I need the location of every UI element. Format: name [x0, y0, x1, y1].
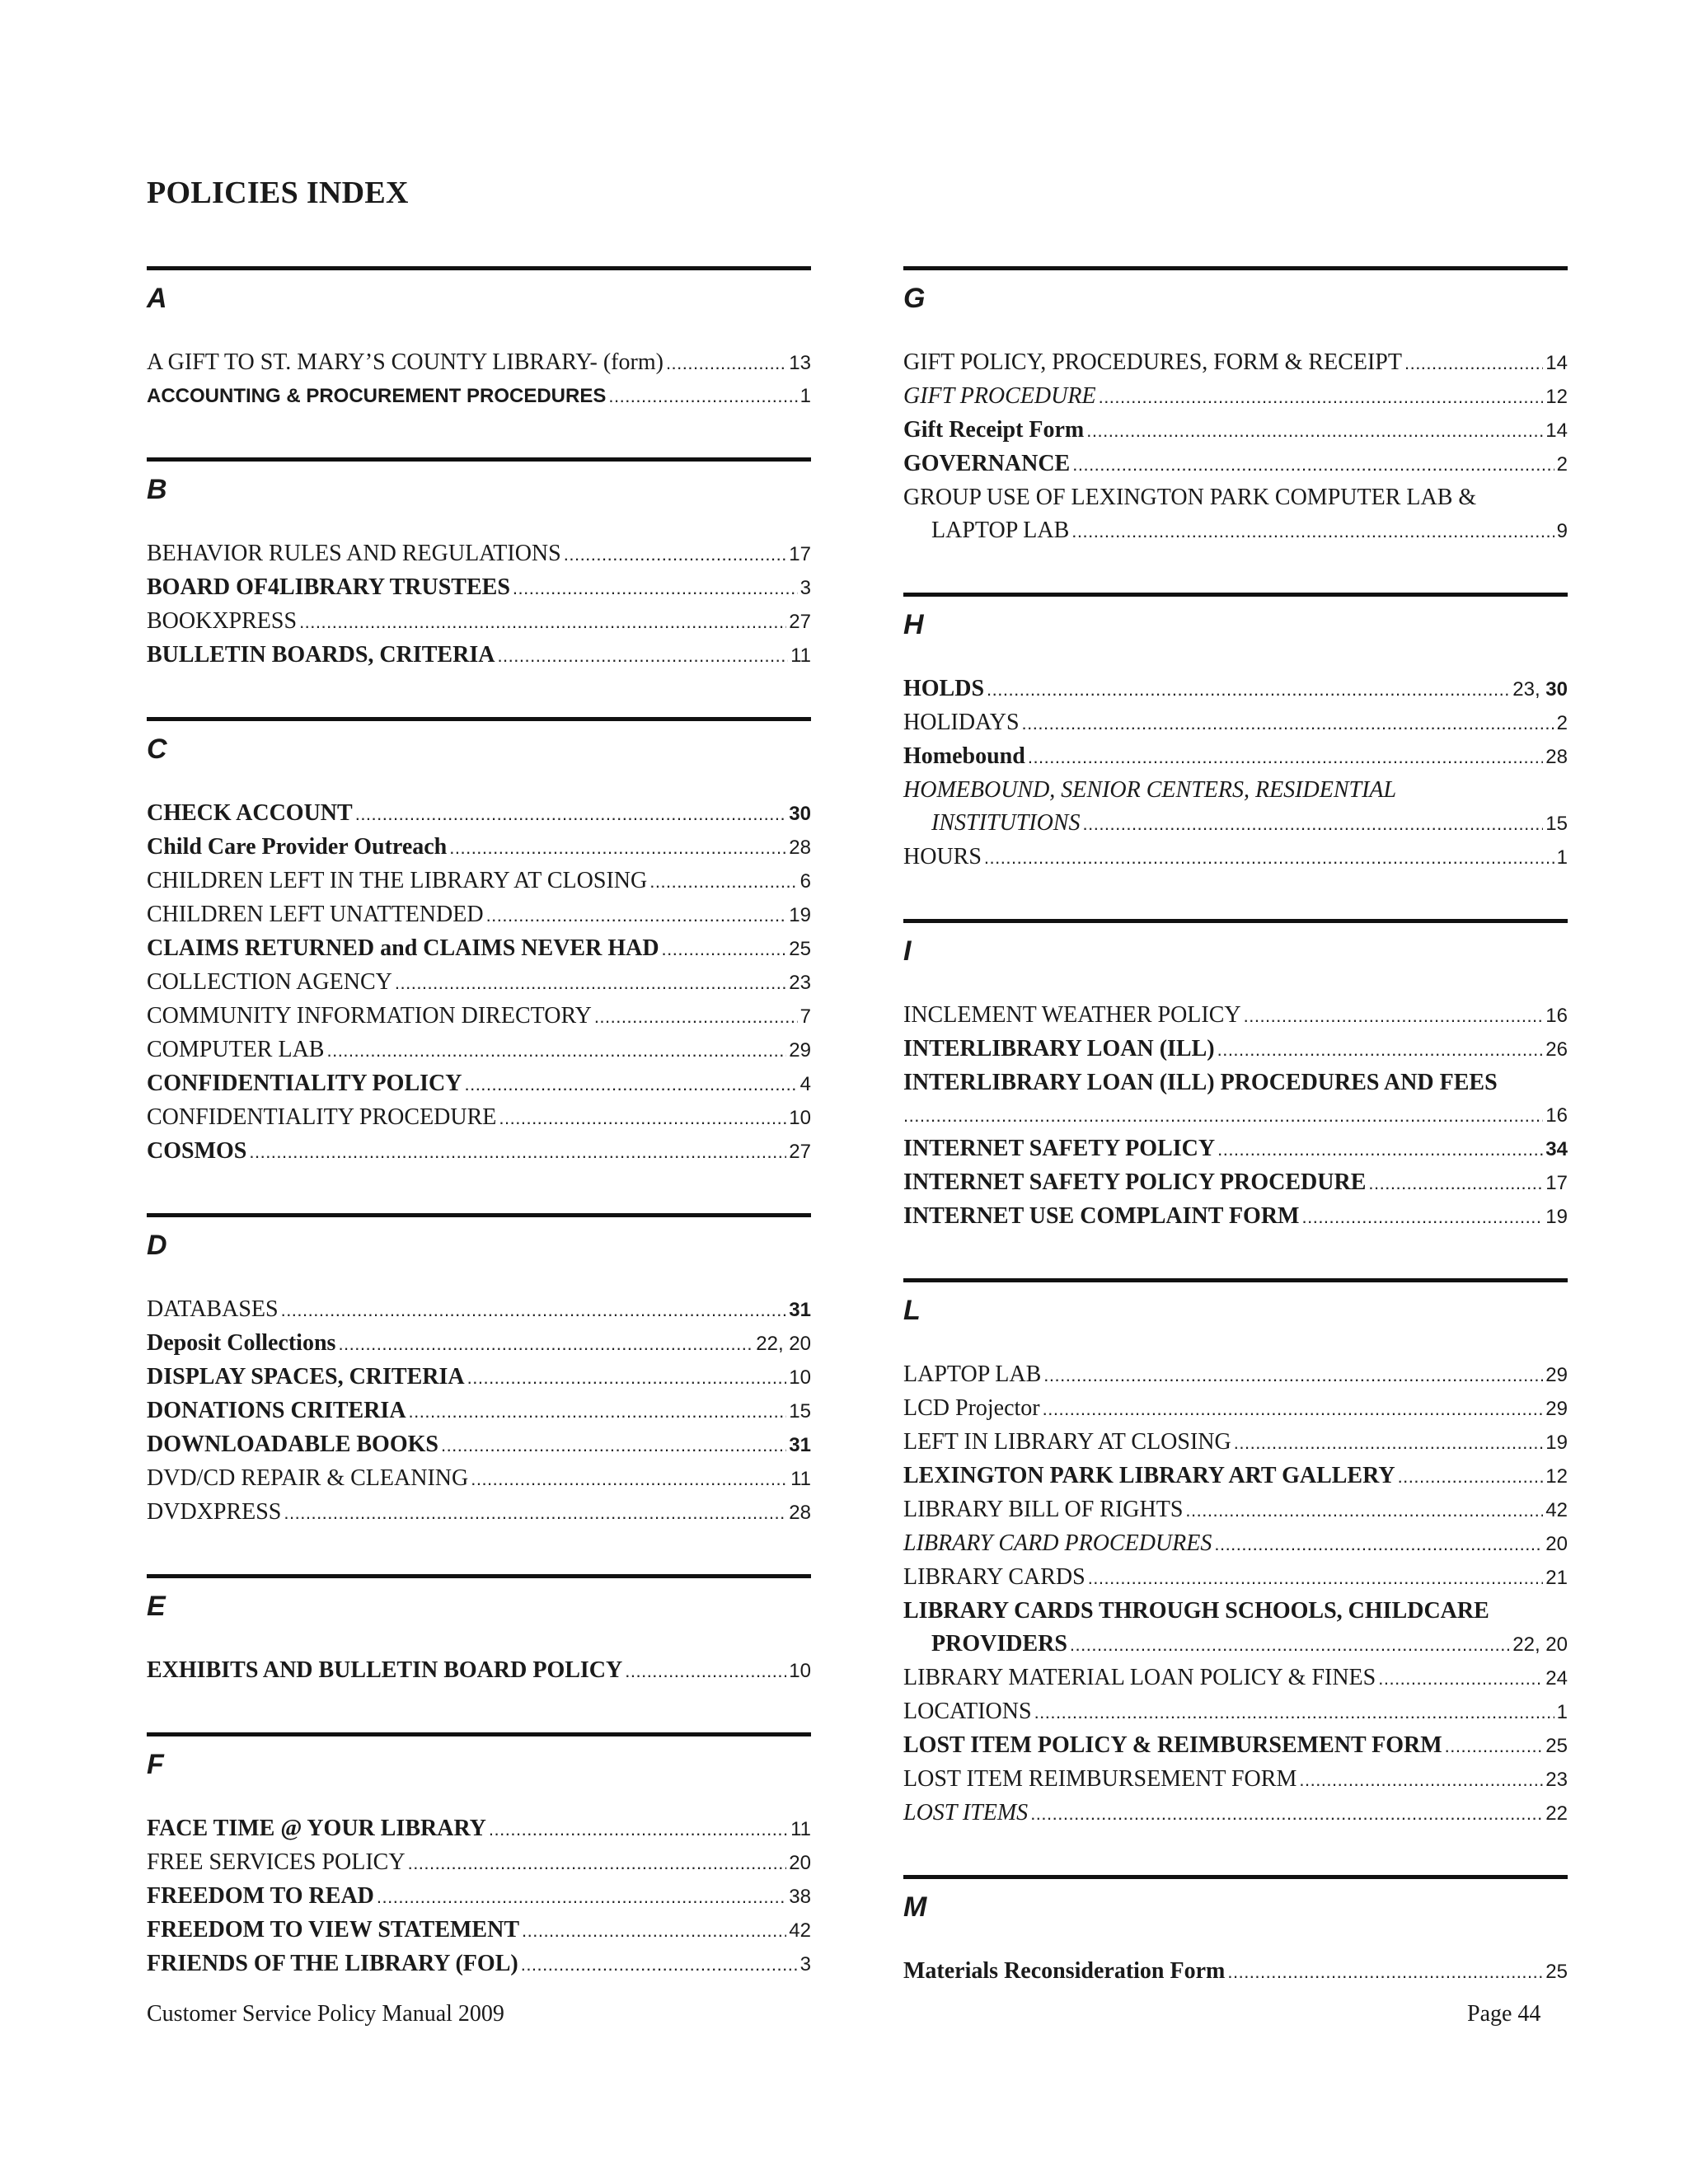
index-entry: BEHAVIOR RULES AND REGULATIONS ..... 17 [147, 537, 811, 571]
index-entry: FACE TIME @ YOUR LIBRARY ..... 11 [147, 1812, 811, 1846]
index-entry: DATABASES ..... 31 [147, 1293, 811, 1327]
index-entry: EXHIBITS AND BULLETIN BOARD POLICY ..... 10 [147, 1654, 811, 1688]
index-entry: LIBRARY CARD PROCEDURES ..... 20 [903, 1527, 1568, 1561]
index-entry: INTERLIBRARY LOAN (ILL) PROCEDURES AND FEES ..... 16 [903, 1066, 1568, 1132]
index-entry: Homebound ..... 28 [903, 740, 1568, 774]
index-entry: CONFIDENTIALITY PROCEDURE ..... 10 [147, 1101, 811, 1135]
index-entry: A GIFT TO ST. MARY’S COUNTY LIBRARY- (form) ..... 13 [147, 346, 811, 380]
section-letter: C [147, 733, 167, 765]
index-section-g [903, 266, 1568, 593]
index-entry: CLAIMS RETURNED and CLAIMS NEVER HAD ..... 25 [147, 932, 811, 966]
index-entry: GROUP USE OF LEXINGTON PARK COMPUTER LAB & LAPTOP LAB ..... 9 [903, 481, 1568, 548]
section-letter: I [903, 935, 912, 967]
index-entry: BULLETIN BOARDS, CRITERIA ..... 11 [147, 639, 811, 673]
index-entry: HOLDS ..... 23, 30 [903, 673, 1568, 706]
index-entry: Deposit Collections ..... 22, 20 [147, 1327, 811, 1361]
index-entry: LIBRARY CARDS THROUGH SCHOOLS, CHILDCARE PROVIDERS ..... 22, 20 [903, 1595, 1568, 1661]
index-entry: CHILDREN LEFT IN THE LIBRARY AT CLOSING ..... 6 [147, 865, 811, 898]
index-entry: LCD Projector ..... 29 [903, 1392, 1568, 1426]
index-entry: GOVERNANCE ..... 2 [903, 448, 1568, 481]
index-entry: LIBRARY MATERIAL LOAN POLICY & FINES ..... 24 [903, 1661, 1568, 1695]
index-entry: COSMOS ..... 27 [147, 1135, 811, 1169]
section-letter: A [147, 283, 167, 314]
index-entry: FREEDOM TO VIEW STATEMENT ..... 42 [147, 1914, 811, 1947]
index-column-left [147, 266, 811, 1981]
section-letter: G [903, 283, 926, 314]
index-entry: INTERNET USE COMPLAINT FORM ..... 19 [903, 1200, 1568, 1234]
index-entry: BOARD OF4LIBRARY TRUSTEES ..... 3 [147, 571, 811, 605]
index-entry: Materials Reconsideration Form ..... 25 [903, 1955, 1568, 1989]
index-section-c [147, 717, 811, 1213]
index-entry: LAPTOP LAB ..... 29 [903, 1358, 1568, 1392]
index-column-right [903, 266, 1568, 1989]
section-letter: L [903, 1295, 921, 1326]
index-entry: LOCATIONS ..... 1 [903, 1695, 1568, 1729]
index-entry: DVD/CD REPAIR & CLEANING ..... 11 [147, 1462, 811, 1496]
index-entry: CHILDREN LEFT UNATTENDED ..... 19 [147, 898, 811, 932]
index-entry: DVDXPRESS ..... 28 [147, 1496, 811, 1530]
index-entry: COMMUNITY INFORMATION DIRECTORY ..... 7 [147, 1000, 811, 1033]
section-letter: M [903, 1891, 927, 1923]
index-entry: LIBRARY CARDS ..... 21 [903, 1561, 1568, 1595]
index-entry: INTERLIBRARY LOAN (ILL) ..... 26 [903, 1033, 1568, 1066]
index-entry: LOST ITEM REIMBURSEMENT FORM ..... 23 [903, 1763, 1568, 1797]
index-entry: FRIENDS OF THE LIBRARY (FOL) ..... 3 [147, 1947, 811, 1981]
page-title: POLICIES INDEX [147, 176, 409, 210]
section-letter: F [147, 1749, 164, 1780]
index-section-a [147, 266, 811, 457]
index-entry: CONFIDENTIALITY POLICY ..... 4 [147, 1067, 811, 1101]
index-section-h [903, 593, 1568, 919]
index-section-b [147, 457, 811, 717]
index-entry: Gift Receipt Form ..... 14 [903, 414, 1568, 448]
index-entry: DOWNLOADABLE BOOKS ..... 31 [147, 1428, 811, 1462]
index-entry: GIFT PROCEDURE ..... 12 [903, 380, 1568, 414]
index-entry: INTERNET SAFETY POLICY PROCEDURE ..... 17 [903, 1166, 1568, 1200]
index-entry: LEXINGTON PARK LIBRARY ART GALLERY ..... 12 [903, 1460, 1568, 1493]
index-section-f [147, 1732, 811, 1981]
section-letter: B [147, 474, 167, 505]
index-entry: GIFT POLICY, PROCEDURES, FORM & RECEIPT ..... 14 [903, 346, 1568, 380]
index-entry: LOST ITEMS ..... 22 [903, 1797, 1568, 1830]
index-entry: FREEDOM TO READ ..... 38 [147, 1880, 811, 1914]
index-entry: COMPUTER LAB ..... 29 [147, 1033, 811, 1067]
section-letter: E [147, 1591, 166, 1622]
index-section-i [903, 919, 1568, 1278]
index-entry: LOST ITEM POLICY & REIMBURSEMENT FORM ..... 25 [903, 1729, 1568, 1763]
index-entry: COLLECTION AGENCY ..... 23 [147, 966, 811, 1000]
index-entry: HOMEBOUND, SENIOR CENTERS, RESIDENTIAL INSTITUTIONS ..... 15 [903, 774, 1568, 841]
index-entry: FREE SERVICES POLICY ..... 20 [147, 1846, 811, 1880]
section-letter: H [903, 609, 924, 640]
footer-manual-title: Customer Service Policy Manual 2009 [147, 2001, 504, 2027]
index-entry: INTERNET SAFETY POLICY ..... 34 [903, 1132, 1568, 1166]
section-letter: D [147, 1230, 167, 1261]
index-entry: LIBRARY BILL OF RIGHTS ..... 42 [903, 1493, 1568, 1527]
index-entry: HOURS ..... 1 [903, 841, 1568, 874]
index-section-l [903, 1278, 1568, 1875]
index-section-m [903, 1875, 1568, 1989]
index-entry: Child Care Provider Outreach ..... 28 [147, 831, 811, 865]
index-entry: HOLIDAYS ..... 2 [903, 706, 1568, 740]
index-entry: DONATIONS CRITERIA ..... 15 [147, 1394, 811, 1428]
index-section-e [147, 1574, 811, 1732]
index-entry: BOOKXPRESS ..... 27 [147, 605, 811, 639]
footer-page-number: Page 44 [1467, 2001, 1541, 2027]
index-section-d [147, 1213, 811, 1574]
index-entry: DISPLAY SPACES, CRITERIA ..... 10 [147, 1361, 811, 1394]
index-entry: LEFT IN LIBRARY AT CLOSING ..... 19 [903, 1426, 1568, 1460]
index-entry: CHECK ACCOUNT ..... 30 [147, 797, 811, 831]
index-entry: INCLEMENT WEATHER POLICY ..... 16 [903, 999, 1568, 1033]
index-entry: ACCOUNTING & PROCUREMENT PROCEDURES ..... 1 [147, 380, 811, 413]
